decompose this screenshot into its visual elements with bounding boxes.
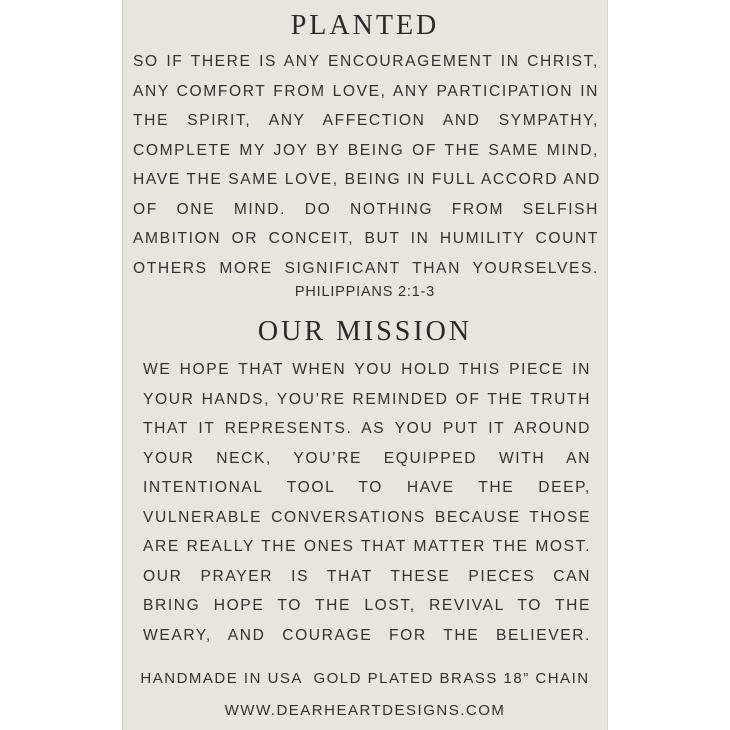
mission-line: ARE REALLY THE ONES THAT MATTER THE MOST. — [143, 538, 591, 555]
scripture-line: SO IF THERE IS ANY ENCOURAGEMENT IN CHRIST, — [133, 53, 599, 70]
scripture-line: THE SPIRIT, ANY AFFECTION AND SYMPATHY, — [133, 112, 599, 129]
product-details: HANDMADE IN USA GOLD PLATED BRASS 18” CHAIN — [140, 670, 590, 687]
scripture-line: OF ONE MIND. DO NOTHING FROM SELFISH — [133, 200, 599, 218]
planted-heading: PLANTED — [290, 10, 440, 41]
verse-reference: PHILIPPIANS 2:1-3 — [294, 284, 436, 300]
mission-line: THAT IT REPRESENTS. AS YOU PUT IT AROUND — [143, 420, 591, 437]
product-info-card — [122, 0, 608, 730]
scripture-line: OTHERS MORE SIGNIFICANT THAN YOURSELVES. — [133, 259, 599, 277]
website-text: WWW.DEARHEARTDESIGNS.COM — [224, 702, 506, 719]
mission-line: VULNERABLE CONVERSATIONS BECAUSE THOSE — [143, 508, 591, 526]
mission-line: WEARY, AND COURAGE FOR THE BELIEVER. — [143, 626, 591, 644]
mission-line: INTENTIONAL TOOL TO HAVE THE DEEP, — [143, 479, 591, 496]
mission-line: YOUR NECK, YOU’RE EQUIPPED WITH AN — [143, 449, 591, 467]
mission-paragraph — [143, 355, 591, 650]
mission-line: WE HOPE THAT WHEN YOU HOLD THIS PIECE IN — [143, 361, 591, 378]
scripture-line: AMBITION OR CONCEIT, BUT IN HUMILITY COUNT — [133, 230, 599, 247]
mission-line: BRING HOPE TO THE LOST, REVIVAL TO THE — [143, 597, 591, 614]
mission-heading: OUR MISSION — [257, 316, 473, 347]
mission-line: YOUR HANDS, YOU’RE REMINDED OF THE TRUTH — [143, 390, 591, 408]
scripture-line: COMPLETE MY JOY BY BEING OF THE SAME MIND, — [133, 141, 599, 159]
scripture-line: ANY COMFORT FROM LOVE, ANY PARTICIPATION IN — [133, 82, 599, 100]
scripture-line: HAVE THE SAME LOVE, BEING IN FULL ACCORD AND — [133, 171, 601, 188]
scripture-paragraph — [133, 47, 599, 283]
mission-line: OUR PRAYER IS THAT THESE PIECES CAN — [143, 567, 591, 585]
